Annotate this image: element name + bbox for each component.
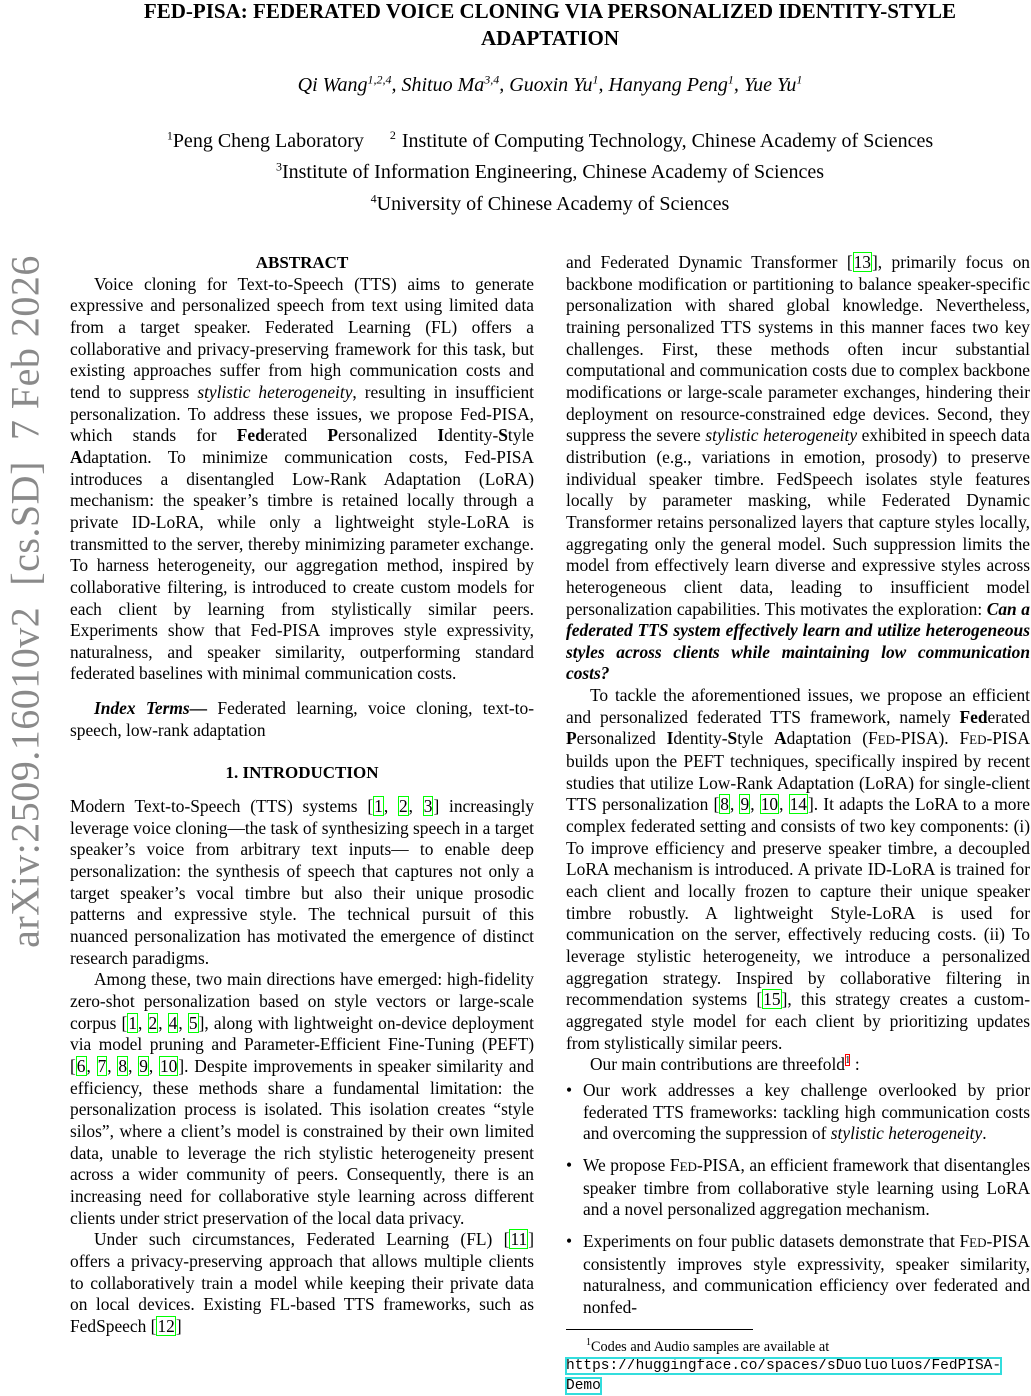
citation-link[interactable]: 9 — [739, 794, 750, 814]
affiliations — [90, 122, 1010, 217]
affiliation: $^2$ Institute of Computing Technology, Chinese Academy of Sciences — [390, 130, 933, 152]
citation-link[interactable]: 11 — [509, 1229, 528, 1249]
bold-text: P — [566, 728, 577, 748]
footnote-link[interactable]: 1 — [845, 1054, 851, 1066]
citation-link[interactable]: 8 — [719, 794, 730, 814]
intro-paragraph: Modern Text-to-Speech (TTS) systems [1, 2, 3] increasingly leverage voice cloning—the task of synthesizing speech in a target speaker’s voice from arbitrary text inputs— to enable deep personalization: the synthesis of speech that captures not only a target speaker’s vocal timbre but also their unique prosodic patterns and expressive style. The technical pursuit of this nuanced personalization has motivated the emergence of distinct research paradigms. — [70, 796, 534, 969]
intro-paragraph: Under such circumstances, Federated Learning (FL) [11] offers a privacy-preserving approach that allows multiple clients to collaboratively train a model while keeping their private data on local devices. Existing FL-based TTS frameworks, such as FedSpeech [12] — [70, 1229, 534, 1337]
intro-paragraph: To tackle the aforementioned issues, we propose an efficient and personalized federated TTS framework, namely Federated Personalized Identity-Style Adaptation (FED-PISA). FED-PISA builds upon the PEFT techniques, specifically inspired by recent studies that utilize Low-Rank Adaptation (LoRA) for single-client TTS personalization [8, 9, 10, 14]. It adapts the LoRA to a more complex federated setting and consists of two key components: (i) To improve efficiency and preserve speaker timbre, a decoupled LoRA mechanism is introduced. A private ID-LoRA is trained for each client and locally frozen to capture their unique speaker timbre robustly. A lightweight Style-LoRA is used for communication on the server, effectively reducing costs. (ii) To leverage stylistic heterogeneity, we introduce a personalized aggregation strategy. Inspired by collaborative filtering in recommendation systems [15], this strategy creates a custom-aggregated style model for each client by prioritizing updates from stylistically similar peers. — [566, 685, 1030, 1054]
author: Qi Wang$^{1,2,4}$ — [298, 74, 392, 96]
small-caps-text: ED — [680, 1159, 697, 1174]
citation-link[interactable]: 9 — [138, 1056, 149, 1076]
citation-link[interactable]: 2 — [148, 1013, 159, 1033]
citation-link[interactable]: 14 — [789, 794, 808, 814]
citation-link[interactable]: 3 — [423, 796, 434, 816]
author-list: Qi Wang$^{1,2,4}$, Shituo Ma$^{3,4}$, Guoxin Yu$^1$, Hanyang Peng$^1$, Yue Yu$^1$ — [90, 72, 1010, 97]
right-column — [566, 252, 1030, 1396]
author: Hanyang Peng$^1$ — [608, 74, 733, 96]
author-affiliation-mark: 1,2,4 — [368, 72, 392, 86]
abstract-body: Voice cloning for Text-to-Speech (TTS) aims to generate expressive and personalized speech from text using limited data from a target speaker. Federated Learning (FL) offers a collaborative and privacy-preserving framework for this task, but existing approaches suffer from high communication costs and tend to suppress stylistic heterogeneity, resulting in insufficient personalization. To address these issues, we propose Fed-PISA, which stands for Federated Personalized Identity-Style Adaptation. To minimize communication costs, Fed-PISA introduces a disentangled Low-Rank Adaptation (LoRA) mechanism: the speaker’s timbre is retained locally through a private ID-LoRA, while only a lightweight style-LoRA is transmitted to the server, thereby minimizing parameter exchange. To harness heterogeneity, our aggregation method, inspired by collaborative filtering, is introduced to create custom models for each client by learning from stylistically similar peers. Experiments show that Fed-PISA improves style expressivity, naturalness, and speaker similarity, outperforming standard federated baselines with minimal communication costs. — [70, 274, 534, 685]
intro-paragraph: Our main contributions are threefold$^1$ : — [566, 1054, 1030, 1076]
citation-link[interactable]: 5 — [188, 1013, 199, 1033]
citation-link[interactable]: 6 — [76, 1056, 87, 1076]
affiliation: $^3$Institute of Information Engineering, Chinese Academy of Sciences — [276, 161, 824, 183]
footnote-url-link[interactable]: https://huggingface.co/spaces/sDuoluoluos/FedPISA-Demo — [566, 1358, 1001, 1394]
bold-text: Fed — [237, 425, 265, 445]
author-affiliation-mark: 1 — [796, 72, 802, 86]
italic-text: stylistic heterogeneity — [831, 1123, 982, 1143]
bold-text: I — [667, 728, 674, 748]
arxiv-stamp: arXiv:2509.16010v2 [cs.SD] 7 Feb 2026 — [2, 252, 49, 952]
author: Guoxin Yu$^1$ — [509, 74, 598, 96]
footnote-rule — [566, 1329, 753, 1330]
bold-text: Fed — [960, 707, 988, 727]
citation-link[interactable]: 10 — [159, 1056, 178, 1076]
contribution-item: • Our work addresses a key challenge overlooked by prior federated TTS frameworks: tackling high communication costs and overcoming the suppression of stylistic heterogeneity. — [566, 1080, 1030, 1145]
author: Yue Yu$^1$ — [744, 74, 802, 96]
contribution-item: • We propose FED-PISA, an efficient framework that disentangles speaker timbre from collaborative style learning using LoRA and a novel personalized aggregation mechanism. — [566, 1155, 1030, 1221]
affiliation: $^1$Peng Cheng Laboratory — [167, 130, 364, 152]
intro-paragraph: Among these, two main directions have emerged: high-fidelity zero-shot personalization based on style vectors or large-scale corpus [1, 2, 4, 5], along with lightweight on-device deployment via model pruning and Parameter-Efficient Fine-Tuning (PEFT) [6, 7, 8, 9, 10]. Despite improvements in speaker similarity and efficiency, these methods share a fundamental limitation: the personalization process is isolated. This isolation creates “style silos”, where a client’s model is constrained by their own limited data, unable to leverage the rich stylistic heterogeneity present across a wider community of peers. Consequently, there is an increasing need for collaborative style learning across different clients under strict preservation of the local data privacy. — [70, 969, 534, 1229]
index-terms: Index Terms— Federated learning, voice cloning, text-to-speech, low-rank adaptation — [70, 698, 534, 741]
bold-text: A — [70, 447, 83, 467]
small-caps-text: ED — [969, 732, 986, 747]
citation-link[interactable]: 12 — [156, 1316, 175, 1336]
author-affiliation-mark: 1 — [592, 72, 598, 86]
section-heading-introduction: 1. INTRODUCTION — [70, 762, 534, 784]
bold-text: P — [327, 425, 338, 445]
citation-link[interactable]: 10 — [760, 794, 779, 814]
intro-paragraph: and Federated Dynamic Transformer [13], primarily focus on backbone modification or partitioning to balance speaker-specific personalization with shared global knowledge. Nevertheless, training personalized TTS systems in this manner faces two key challenges. First, these methods often incur substantial computational and communication costs due to complex backbone modifications or large-scale parameter exchanges, hindering their deployment on resource-constrained edge devices. Second, they suppress the severe stylistic heterogeneity exhibited in speech data distribution (e.g., variations in emotion, prosody) to preserve individual speaker timbre. FedSpeech isolates style features locally by parameter masking, while Federated Dynamic Transformer retains personalized layers that capture styles locally, aggregating only the general model. Such suppression limits the model from effectively learn diverse and expressive styles across heterogeneous client data, leading to insufficient model personalization capabilities. This motivates the exploration: Can a federated TTS system effectively learn and utilize heterogeneous styles across clients while maintaining low communication costs? — [566, 252, 1030, 685]
footnote — [566, 1333, 1030, 1396]
author-affiliation-mark: 1 — [728, 72, 734, 86]
italic-text: stylistic heterogeneity — [197, 382, 352, 402]
contribution-item: • Experiments on four public datasets demonstrate that FED-PISA consistently improves style expressivity, speaker similarity, naturalness, and communication efficiency over federated and nonfed- — [566, 1231, 1030, 1319]
citation-link[interactable]: 4 — [168, 1013, 179, 1033]
emphasis-text: Index Terms— — [94, 698, 207, 718]
citation-link[interactable]: 2 — [398, 796, 409, 816]
footnote-text: Codes and Audio samples are available at — [591, 1338, 829, 1354]
bold-text: I — [437, 425, 444, 445]
bold-text: S — [498, 425, 508, 445]
small-caps-text: ED — [969, 1235, 986, 1250]
left-column — [70, 252, 534, 1338]
citation-link[interactable]: 15 — [762, 989, 781, 1009]
bold-text: A — [774, 728, 787, 748]
citation-link[interactable]: 8 — [117, 1056, 128, 1076]
bold-text: S — [728, 728, 738, 748]
citation-link[interactable]: 13 — [853, 252, 872, 272]
citation-link[interactable]: 7 — [97, 1056, 108, 1076]
citation-link[interactable]: 1 — [373, 796, 384, 816]
abstract-heading: ABSTRACT — [70, 252, 534, 274]
author-affiliation-mark: 3,4 — [484, 72, 499, 86]
contributions-list — [566, 1080, 1030, 1319]
footnote-mark: 1 — [586, 1337, 591, 1348]
citation-link[interactable]: 1 — [127, 1013, 138, 1033]
author: Shituo Ma$^{3,4}$ — [402, 74, 500, 96]
affiliation: $^4$University of Chinese Academy of Sciences — [371, 193, 730, 215]
emphasis-text: Can a federated TTS system effectively learn and utilize heterogeneous styles across clients while maintaining low communication costs? — [566, 599, 1030, 684]
paper-title: FED-PISA: FEDERATED VOICE CLONING VIA PERSONALIZED IDENTITY-STYLE ADAPTATION — [90, 0, 1010, 52]
small-caps-text: ED — [878, 732, 895, 747]
italic-text: stylistic heterogeneity — [705, 425, 857, 445]
